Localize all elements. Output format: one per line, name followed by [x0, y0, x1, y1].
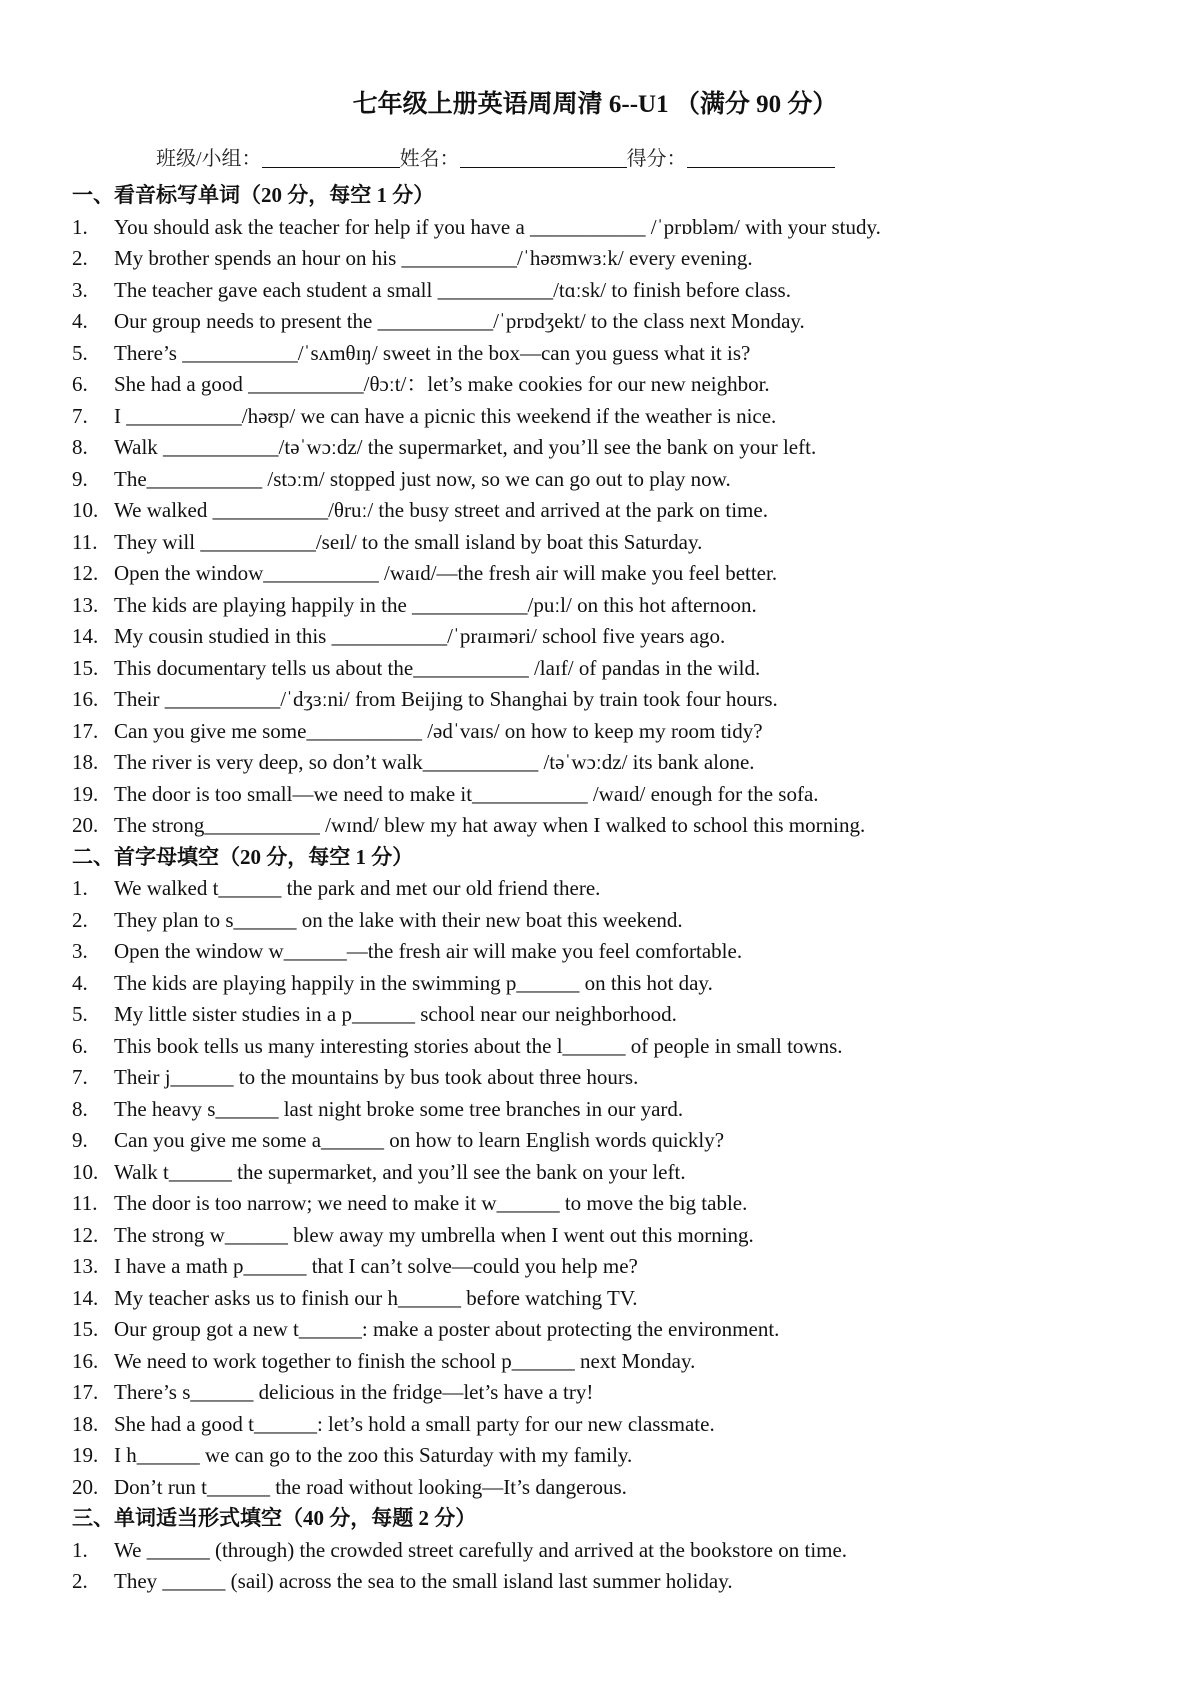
question-number: 1. [72, 1537, 88, 1562]
question-number: 5. [72, 1002, 88, 1026]
question-number: 20. [72, 813, 99, 837]
question-text: The door is too narrow; we need to make it w______ to move the big table. [114, 1191, 748, 1215]
section-3 [72, 1503, 1162, 1598]
question-number: 11. [72, 529, 98, 554]
question-text: Their j______ to the mountains by bus took about three hours. [114, 1065, 639, 1089]
question-row [72, 810, 1162, 842]
question-text: Open the window___________ /waɪd/—the fresh air will make you feel better. [114, 561, 778, 585]
question-row [72, 306, 1162, 338]
question-number: 15. [72, 1317, 99, 1341]
question-text: My cousin studied in this ___________/ˈpraɪməri/ school five years ago. [114, 624, 726, 648]
question-number: 16. [72, 687, 99, 711]
question-row [72, 1409, 1162, 1441]
question-text: They plan to s______ on the lake with their new boat this weekend. [114, 907, 683, 932]
question-text: We need to work together to finish the school p______ next Monday. [114, 1348, 696, 1373]
question-row [72, 716, 1162, 748]
question-row [72, 369, 1162, 401]
question-row [72, 999, 1162, 1031]
question-row [72, 1535, 1162, 1567]
section-title: 三、单词适当形式填空（40 分，每题 2 分） [72, 1506, 477, 1530]
question-row [72, 338, 1162, 370]
section-1 [72, 180, 1162, 842]
question-text: My little sister studies in a p______ school near our neighborhood. [114, 1002, 677, 1026]
question-number: 15. [72, 655, 99, 680]
question-row [72, 1031, 1162, 1063]
question-row [72, 1220, 1162, 1252]
question-text: The river is very deep, so don’t walk___________ /təˈwɔːdz/ its bank alone. [114, 750, 755, 774]
question-number: 3. [72, 939, 88, 963]
question-row [72, 1062, 1162, 1094]
question-number: 2. [72, 907, 88, 932]
question-number: 12. [72, 561, 99, 585]
question-row [72, 432, 1162, 464]
question-row [72, 936, 1162, 968]
question-text: The door is too small—we need to make it___________ /waɪd/ enough for the sofa. [114, 781, 819, 806]
question-number: 14. [72, 1285, 99, 1310]
question-text: The kids are playing happily in the ___________/puːl/ on this hot afternoon. [114, 592, 757, 617]
question-text: There’s s______ delicious in the fridge—let’s have a try! [114, 1380, 594, 1404]
question-text: The strong___________ /wɪnd/ blew my hat away when I walked to school this morning. [114, 813, 866, 837]
question-row [72, 1314, 1162, 1346]
question-row [72, 1283, 1162, 1315]
question-row [72, 401, 1162, 433]
question-number: 3. [72, 277, 88, 302]
question-number: 2. [72, 246, 88, 270]
question-text: We walked ___________/θruː/ the busy street and arrived at the park on time. [114, 498, 768, 522]
question-text: We walked t______ the park and met our old friend there. [114, 876, 601, 900]
question-row [72, 1472, 1162, 1504]
question-row [72, 243, 1162, 275]
question-row [72, 968, 1162, 1000]
name-blank [460, 147, 627, 168]
question-text: Walk ___________/təˈwɔːdz/ the supermarket, and you’ll see the bank on your left. [114, 435, 817, 459]
question-number: 9. [72, 466, 88, 491]
question-row [72, 621, 1162, 653]
question-row [72, 747, 1162, 779]
question-text: The kids are playing happily in the swimming p______ on this hot day. [114, 970, 713, 995]
question-number: 16. [72, 1348, 99, 1373]
question-number: 1. [72, 876, 88, 900]
question-row [72, 1346, 1162, 1378]
question-text: There’s ___________/ˈsʌmθɪŋ/ sweet in the box—can you guess what it is? [114, 340, 751, 365]
question-row [72, 275, 1162, 307]
question-text: I h______ we can go to the zoo this Saturday with my family. [114, 1443, 633, 1467]
question-number: 10. [72, 1159, 99, 1184]
question-row [72, 779, 1162, 811]
section-title: 一、看音标写单词（20 分，每空 1 分） [72, 183, 435, 207]
question-text: We ______ (through) the crowded street carefully and arrived at the bookstore on time. [114, 1537, 848, 1562]
question-number: 4. [72, 970, 88, 995]
question-text: The___________ /stɔːm/ stopped just now, so we can go out to play now. [114, 466, 731, 491]
question-number: 6. [72, 372, 88, 396]
question-number: 14. [72, 624, 99, 648]
question-text: I ___________/həʊp/ we can have a picnic this weekend if the weather is nice. [114, 403, 777, 428]
class-label: 班级/小组： [156, 148, 262, 170]
question-row [72, 873, 1162, 905]
question-number: 10. [72, 498, 99, 522]
question-text: My teacher asks us to finish our h______ before watching TV. [114, 1285, 638, 1310]
question-text: The strong w______ blew away my umbrella when I went out this morning. [114, 1222, 754, 1247]
question-number: 17. [72, 718, 99, 743]
student-info-line [156, 145, 835, 173]
question-text: The heavy s______ last night broke some tree branches in our yard. [114, 1096, 684, 1121]
question-number: 18. [72, 750, 99, 774]
question-row [72, 590, 1162, 622]
question-number: 18. [72, 1411, 99, 1436]
question-text: This book tells us many interesting stories about the l______ of people in small towns. [114, 1033, 843, 1058]
question-number: 4. [72, 309, 88, 333]
question-text: They will ___________/seɪl/ to the small island by boat this Saturday. [114, 529, 703, 554]
question-text: She had a good ___________/θɔːt/：let’s make cookies for our new neighbor. [114, 372, 770, 396]
question-number: 8. [72, 435, 88, 459]
question-row [72, 212, 1162, 244]
question-row [72, 1094, 1162, 1126]
question-row [72, 1440, 1162, 1472]
question-text: Open the window w______—the fresh air will make you feel comfortable. [114, 939, 743, 963]
question-number: 7. [72, 1065, 88, 1089]
question-number: 6. [72, 1033, 88, 1058]
question-number: 12. [72, 1222, 99, 1247]
question-row [72, 1377, 1162, 1409]
question-number: 5. [72, 340, 88, 365]
question-number: 17. [72, 1380, 99, 1404]
question-text: Their ___________/ˈdʒɜːni/ from Beijing to Shanghai by train took four hours. [114, 687, 778, 711]
score-blank [687, 147, 835, 168]
question-number: 1. [72, 214, 88, 239]
question-number: 19. [72, 1443, 99, 1467]
question-text: This documentary tells us about the___________ /laɪf/ of pandas in the wild. [114, 655, 761, 680]
question-row [72, 1125, 1162, 1157]
question-text: They ______ (sail) across the sea to the small island last summer holiday. [114, 1569, 733, 1593]
section-title: 二、首字母填空（20 分，每空 1 分） [72, 844, 414, 869]
question-number: 13. [72, 1254, 99, 1278]
question-text: Our group got a new t______: make a poster about protecting the environment. [114, 1317, 780, 1341]
question-number: 11. [72, 1191, 98, 1215]
question-text: I have a math p______ that I can’t solve—could you help me? [114, 1254, 638, 1278]
question-text: Walk t______ the supermarket, and you’ll see the bank on your left. [114, 1159, 686, 1184]
question-number: 9. [72, 1128, 88, 1152]
name-label: 姓名： [399, 148, 460, 170]
question-text: She had a good t______: let’s hold a small party for our new classmate. [114, 1411, 715, 1436]
question-text: Don’t run t______ the road without looking—It’s dangerous. [114, 1474, 627, 1499]
section-2 [72, 842, 1162, 1504]
question-row [72, 1566, 1162, 1598]
page-title: 七年级上册英语周周清 6--U1 （满分 90 分） [352, 91, 838, 118]
question-text: Can you give me some___________ /ədˈvaɪs/ on how to keep my room tidy? [114, 718, 763, 743]
question-text: Our group needs to present the ___________/ˈprɒdʒekt/ to the class next Monday. [114, 309, 805, 333]
question-number: 2. [72, 1569, 88, 1593]
question-row [72, 1157, 1162, 1189]
question-number: 19. [72, 781, 99, 806]
question-row [72, 653, 1162, 685]
question-row [72, 905, 1162, 937]
question-row [72, 527, 1162, 559]
question-number: 8. [72, 1096, 88, 1121]
question-row [72, 464, 1162, 496]
question-row [72, 1251, 1162, 1283]
question-number: 20. [72, 1474, 99, 1499]
exercise-content [72, 180, 1162, 1598]
score-label: 得分： [626, 148, 687, 170]
question-number: 13. [72, 592, 99, 617]
question-text: My brother spends an hour on his ___________/ˈhəʊmwɜːk/ every evening. [114, 246, 753, 270]
question-row [72, 684, 1162, 716]
class-blank [262, 147, 400, 168]
question-text: The teacher gave each student a small ___________/tɑːsk/ to finish before class. [114, 277, 791, 302]
question-row [72, 495, 1162, 527]
question-row [72, 558, 1162, 590]
question-number: 7. [72, 403, 88, 428]
question-text: Can you give me some a______ on how to learn English words quickly? [114, 1128, 725, 1152]
question-row [72, 1188, 1162, 1220]
question-text: You should ask the teacher for help if you have a ___________ /ˈprɒbləm/ with your study. [114, 214, 881, 239]
